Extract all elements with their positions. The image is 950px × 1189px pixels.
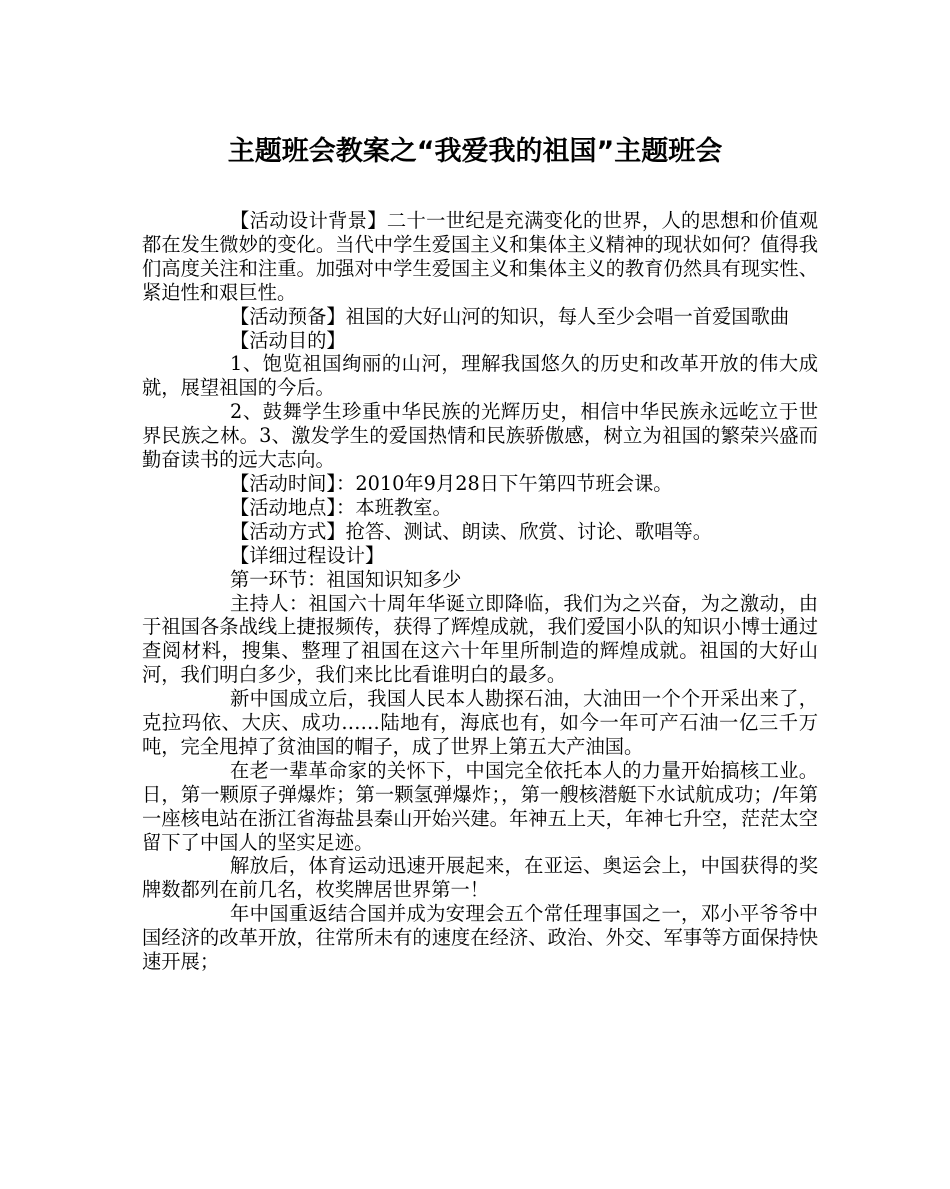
paragraph-sports: 解放后，体育运动迅速开展起来，在亚运、奥运会上，中国获得的奖牌数都列在前几名，枚奖牌居世界第一！ xyxy=(142,854,818,902)
paragraph-reform: 年中国重返结合国并成为安理会五个常任理事国之一，邓小平爷爷中国经济的改革开放，往常所未有的速度在经济、政治、外交、军事等方面保持快速开展； xyxy=(142,902,818,974)
document-body xyxy=(142,209,818,974)
paragraph-host: 主持人：祖国六十周年华诞立即降临，我们为之兴奋，为之激动，由于祖国各条战线上捷报频传，获得了辉煌成就，我们爱国小队的知识小博士通过查阅材料，搜集、整理了祖国在这六十年里所制造的辉煌成就。祖国的大好山河，我们明白多少，我们来比比看谁明白的最多。 xyxy=(142,591,818,687)
document-title: 主题班会教案之“我爱我的祖国”主题班会 xyxy=(227,136,723,167)
paragraph-time: 【活动时间】：2010年9月28日下午第四节班会课。 xyxy=(230,471,673,495)
paragraph-nuclear: 在老一辈革命家的关怀下，中国完全依托本人的力量开始搞核工业。日，第一颗原子弹爆炸；第一颗氢弹爆炸；，第一艘核潜艇下水试航成功；/年第一座核电站在浙江省海盐县秦山开始兴建。年神五上天，年神七升空，茫茫太空留下了中国人的坚实足迹。 xyxy=(142,758,818,854)
paragraph-purpose-2-3: 2、鼓舞学生珍重中华民族的光辉历史，相信中华民族永远屹立于世界民族之林。3、激发学生的爱国热情和民族骄傲感，树立为祖国的繁荣兴盛而勤奋读书的远大志向。 xyxy=(142,400,818,472)
paragraph-background: 【活动设计背景】二十一世纪是充满变化的世界，人的思想和价值观都在发生微妙的变化。当代中学生爱国主义和集体主义精神的现状如何？值得我们高度关注和注重。加强对中学生爱国主义和集体主义的教育仍然具有现实性、紧迫性和艰巨性。 xyxy=(142,209,818,304)
paragraph-purpose-heading: 【活动目的】 xyxy=(230,328,346,352)
paragraph-section-one: 第一环节：祖国知识知多少 xyxy=(230,567,462,591)
paragraph-process-heading: 【详细过程设计】 xyxy=(230,543,385,567)
paragraph-method: 【活动方式】抢答、测试、朗读、欣赏、讨论、歌唱等。 xyxy=(230,519,713,543)
paragraph-preparation: 【活动预备】祖国的大好山河的知识，每人至少会唱一首爱国歌曲 xyxy=(230,304,790,328)
paragraph-location: 【活动地点】：本班教室。 xyxy=(230,495,452,519)
paragraph-oil: 新中国成立后，我国人民本人勘探石油，大油田一个个开采出来了，克拉玛依、大庆、成功……陆地有，海底也有，如今一年可产石油一亿三千万吨，完全甩掉了贫油国的帽子，成了世界上第五大产油国。 xyxy=(142,687,818,758)
paragraph-purpose-1: 1、饱览祖国绚丽的山河，理解我国悠久的历史和改革开放的伟大成就，展望祖国的今后。 xyxy=(142,352,818,400)
